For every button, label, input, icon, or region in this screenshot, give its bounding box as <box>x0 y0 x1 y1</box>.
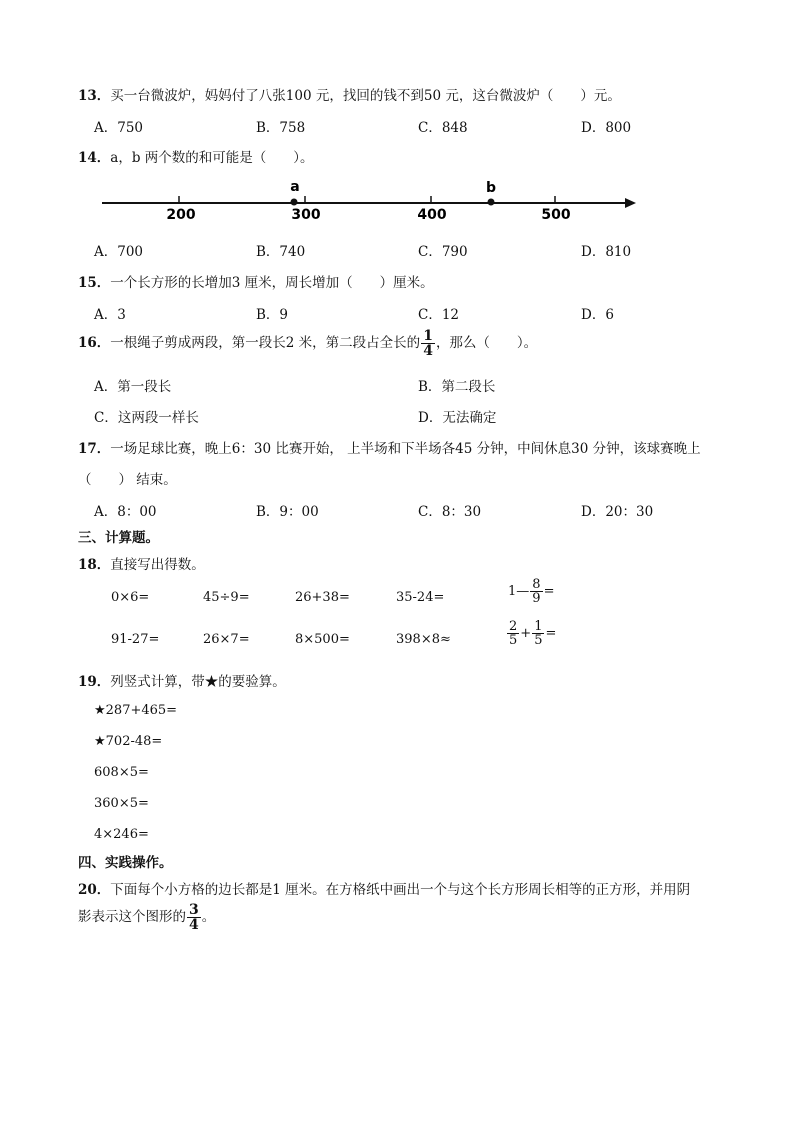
fraction-denominator: 5 <box>534 633 543 648</box>
option-a[interactable]: A．8：00 <box>94 504 157 520</box>
question-text: 一个长方形的长增加3 厘米，周长增加（ ）厘米。 <box>110 275 434 291</box>
question-number: 15． <box>78 275 111 291</box>
question-number: 19． <box>78 674 111 690</box>
number-line <box>96 176 641 226</box>
option-a[interactable]: A．3 <box>94 307 126 323</box>
option-a[interactable]: A．700 <box>94 244 144 260</box>
fraction-numerator: 2 <box>509 619 518 634</box>
fraction-denominator: 9 <box>532 591 541 606</box>
fraction <box>532 620 544 647</box>
fraction-denominator: 4 <box>423 343 433 359</box>
section-title-calculation: 三、计算题。 <box>78 530 159 546</box>
vertical-calc-item: ★702-48= <box>94 734 163 749</box>
question-number: 20． <box>78 882 111 898</box>
question-text: 直接写出得数。 <box>110 557 205 573</box>
tick-label-500: 500 <box>541 207 571 223</box>
option-b[interactable]: B．740 <box>256 244 306 260</box>
question-text: 一根绳子剪成两段，第一段长2 米，第二段占全长的 <box>110 335 421 351</box>
point-a <box>291 199 298 206</box>
calc-item: 91-27= <box>111 632 160 647</box>
question-number: 14． <box>78 150 111 166</box>
fraction <box>187 903 201 932</box>
option-c[interactable]: C．12 <box>418 307 460 323</box>
option-b[interactable]: B．9 <box>256 307 289 323</box>
calc-item-fraction <box>508 578 554 605</box>
calc-item: 26×7= <box>203 632 250 647</box>
option-d[interactable]: D．800 <box>581 120 632 136</box>
fraction <box>530 578 542 605</box>
tick-label-400: 400 <box>417 207 447 223</box>
fraction <box>507 620 519 647</box>
question-number: 18． <box>78 557 111 573</box>
option-c[interactable]: C．这两段一样长 <box>94 410 199 426</box>
option-a[interactable]: A．750 <box>94 120 144 136</box>
question-18 <box>78 553 205 573</box>
fraction-numerator: 3 <box>189 902 199 918</box>
equals-sign: = <box>543 584 555 599</box>
point-a-label: a <box>290 179 300 195</box>
question-20 <box>78 878 690 898</box>
vertical-calc-item: 608×5= <box>94 765 149 780</box>
option-b[interactable]: B．9：00 <box>256 504 319 520</box>
fraction-numerator: 1 <box>423 328 433 344</box>
question-number: 13． <box>78 88 111 104</box>
option-c[interactable]: C．848 <box>418 120 468 136</box>
fraction-numerator: 8 <box>532 577 541 592</box>
question-number: 16． <box>78 335 111 351</box>
option-b[interactable]: B．758 <box>256 120 306 136</box>
calc-item: 398×8≈ <box>396 632 451 647</box>
option-b[interactable]: B．第二段长 <box>418 379 496 395</box>
fraction-denominator: 5 <box>509 633 518 648</box>
question-text: 影表示这个图形的 <box>78 909 186 925</box>
minus-sign: — <box>516 584 530 599</box>
question-20-line2 <box>78 903 215 932</box>
option-c[interactable]: C．790 <box>418 244 468 260</box>
option-d[interactable]: D．6 <box>581 307 614 323</box>
vertical-calc-item: 360×5= <box>94 796 149 811</box>
option-d[interactable]: D．20：30 <box>581 504 654 520</box>
fraction <box>421 329 435 358</box>
tick-label-200: 200 <box>166 207 196 223</box>
fraction-denominator: 4 <box>189 917 199 933</box>
question-text: 下面每个小方格的边长都是1 厘米。在方格纸中画出一个与这个长方形周长相等的正方形，并用阴 <box>110 882 691 898</box>
option-d[interactable]: D．810 <box>581 244 632 260</box>
question-text-end: 。 <box>201 909 216 925</box>
question-text: 一场足球比赛，晚上6：30 比赛开始， 上半场和下半场各45 分钟，中间休息30 分钟，该球赛晚上 <box>110 441 701 457</box>
question-text: a，b 两个数的和可能是（ ）。 <box>110 150 314 166</box>
section-title-practice: 四、实践操作。 <box>78 855 173 871</box>
calc-item: 0×6= <box>111 590 150 605</box>
question-16 <box>78 329 537 358</box>
equals-sign: = <box>545 626 557 641</box>
option-c[interactable]: C．8：30 <box>418 504 482 520</box>
calc-item: 35-24= <box>396 590 445 605</box>
fraction-numerator: 1 <box>534 619 543 634</box>
plus-sign: + <box>520 626 532 641</box>
vertical-calc-item: 4×246= <box>94 827 149 842</box>
question-19 <box>78 670 286 690</box>
number-line-arrow <box>625 198 636 208</box>
question-15 <box>78 271 434 291</box>
question-17-line2: （ ） 结束。 <box>78 472 177 488</box>
question-13 <box>78 84 621 104</box>
calc-item: 8×500= <box>295 632 350 647</box>
calc-item: 26+38= <box>295 590 350 605</box>
question-text: 买一台微波炉，妈妈付了八张100 元，找回的钱不到50 元，这台微波炉（ ）元。 <box>110 88 621 104</box>
question-number: 17． <box>78 441 111 457</box>
option-a[interactable]: A．第一段长 <box>94 379 172 395</box>
tick-label-300: 300 <box>291 207 321 223</box>
point-b <box>488 199 495 206</box>
question-14 <box>78 146 314 166</box>
whole-number: 1 <box>508 584 517 599</box>
question-text-end: ，那么（ ）。 <box>435 335 538 351</box>
vertical-calc-item: ★287+465= <box>94 703 178 718</box>
question-17 <box>78 437 701 457</box>
calc-item: 45÷9= <box>203 590 250 605</box>
calc-item-fraction <box>506 620 556 647</box>
option-d[interactable]: D．无法确定 <box>418 410 497 426</box>
question-text: 列竖式计算，带★的要验算。 <box>110 674 286 690</box>
point-b-label: b <box>485 180 497 196</box>
